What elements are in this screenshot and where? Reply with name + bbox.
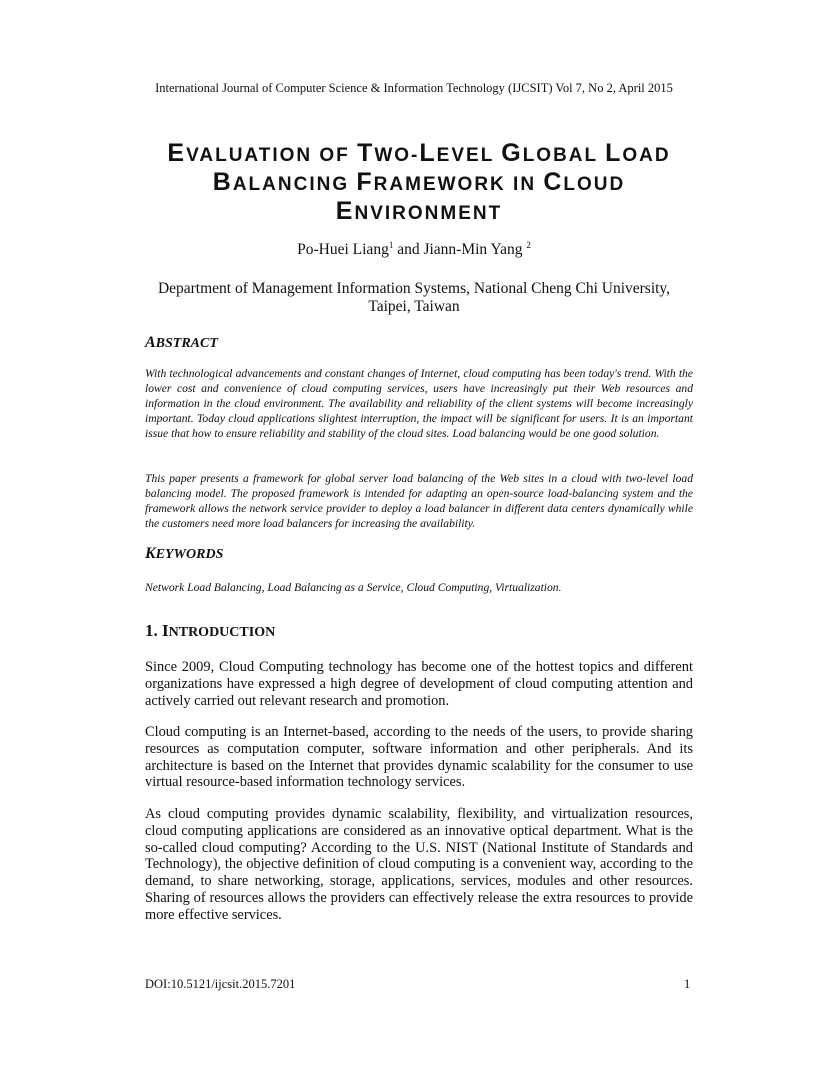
abstract-paragraph-2: This paper presents a framework for global server load balancing of the Web sites in a cloud with two-level load balancing model. The proposed framework is intended for adapting an open-source load-balancing system and the framework allows the network service provider to deploy a load balancer in different data centers dynamically while the customers need more load balancers for increasing the availability. <box>145 472 693 531</box>
title-cap: G <box>501 139 523 167</box>
affiliation-line-2: Taipei, Taiwan <box>368 298 460 315</box>
affiliation-line-1: Department of Management Information Systems, National Cheng Chi University, <box>157 280 671 297</box>
title-part: OAD <box>622 145 671 166</box>
title-part: ALANCING <box>232 174 357 195</box>
abstract-paragraph-1: With technological advancements and constant changes of Internet, cloud computing has been today's trend. With the lower cost and convenience of cloud computing services, users have increasingly put their Web resources and information in the cloud environment. The availability and reliability of the client systems will become increasingly important. Today cloud applications slightest interruption, the impact will be significant for users. It is an important issue that how to ensure reliability and stability of the cloud sites. Load balancing would be one good solution. <box>145 367 693 441</box>
title-part: NVIRONMENT <box>354 203 503 224</box>
author-2: and Jiann-Min Yang <box>393 241 527 259</box>
abstract-heading <box>145 334 218 352</box>
authors <box>0 240 828 259</box>
footer-doi: DOI:10.5121/ijcsit.2015.7201 <box>145 977 296 991</box>
affiliation <box>145 280 683 316</box>
heading-rest: EYWORDS <box>155 547 224 562</box>
author-2-affil: 2 <box>526 240 531 250</box>
introduction-heading <box>145 621 275 641</box>
heading-cap: K <box>145 545 156 562</box>
section-title-rest: NTRODUCTION <box>168 625 276 640</box>
heading-cap: A <box>145 334 156 351</box>
intro-paragraph-1: Since 2009, Cloud Computing technology has become one of the hottest topics and different organizations have expressed a high degree of development of cloud computing attention and actively carried out relevant research and promotion. <box>145 659 693 709</box>
title-cap: C <box>543 168 564 196</box>
paper-title <box>120 140 718 227</box>
author-1: Po-Huei Liang <box>297 241 389 259</box>
title-cap: T <box>357 139 375 167</box>
keywords-heading <box>145 545 223 563</box>
intro-paragraph-3: As cloud computing provides dynamic scalability, flexibility, and virtualization resources, cloud computing applications are considered as an innovative optical department. What is the so-called cloud computing? According to the U.S. NIST (National Institute of Standards and Technology), the objective definition of cloud computing is a convenient way, according to the demand, to share networking, storage, applications, services, modules and other resources. Sharing of resources allows the providers can effectively release the extra resources to provide more effective services. <box>145 806 693 923</box>
title-cap: L <box>419 139 437 167</box>
title-part: VALUATION OF <box>186 145 358 166</box>
keywords-text: Network Load Balancing, Load Balancing as a Service, Cloud Computing, Virtualization. <box>145 581 562 594</box>
title-part: EVEL <box>436 145 502 166</box>
title-part: LOBAL <box>522 145 606 166</box>
page-number: 1 <box>684 977 691 991</box>
title-cap: E <box>335 197 355 225</box>
title-cap: E <box>167 139 187 167</box>
title-cap: B <box>212 168 233 196</box>
running-header: International Journal of Computer Science & Information Technology (IJCSIT) Vol 7, No 2, April 2015 <box>155 81 673 95</box>
heading-rest: BSTRACT <box>155 336 218 351</box>
title-part: LOUD <box>563 174 626 195</box>
title-cap: L <box>605 139 623 167</box>
title-part: RAMEWORK IN <box>373 174 544 195</box>
title-part: WO- <box>374 145 420 166</box>
section-number: 1. I <box>145 621 169 640</box>
intro-paragraph-2: Cloud computing is an Internet-based, according to the needs of the users, to provide sharing resources as computation computer, software information and other peripherals. And its architecture is based on the Internet that provides dynamic scalability for the consumer to use virtual resource-based information technology services. <box>145 724 693 791</box>
author-1-affil: 1 <box>388 240 394 250</box>
title-cap: F <box>356 168 374 196</box>
